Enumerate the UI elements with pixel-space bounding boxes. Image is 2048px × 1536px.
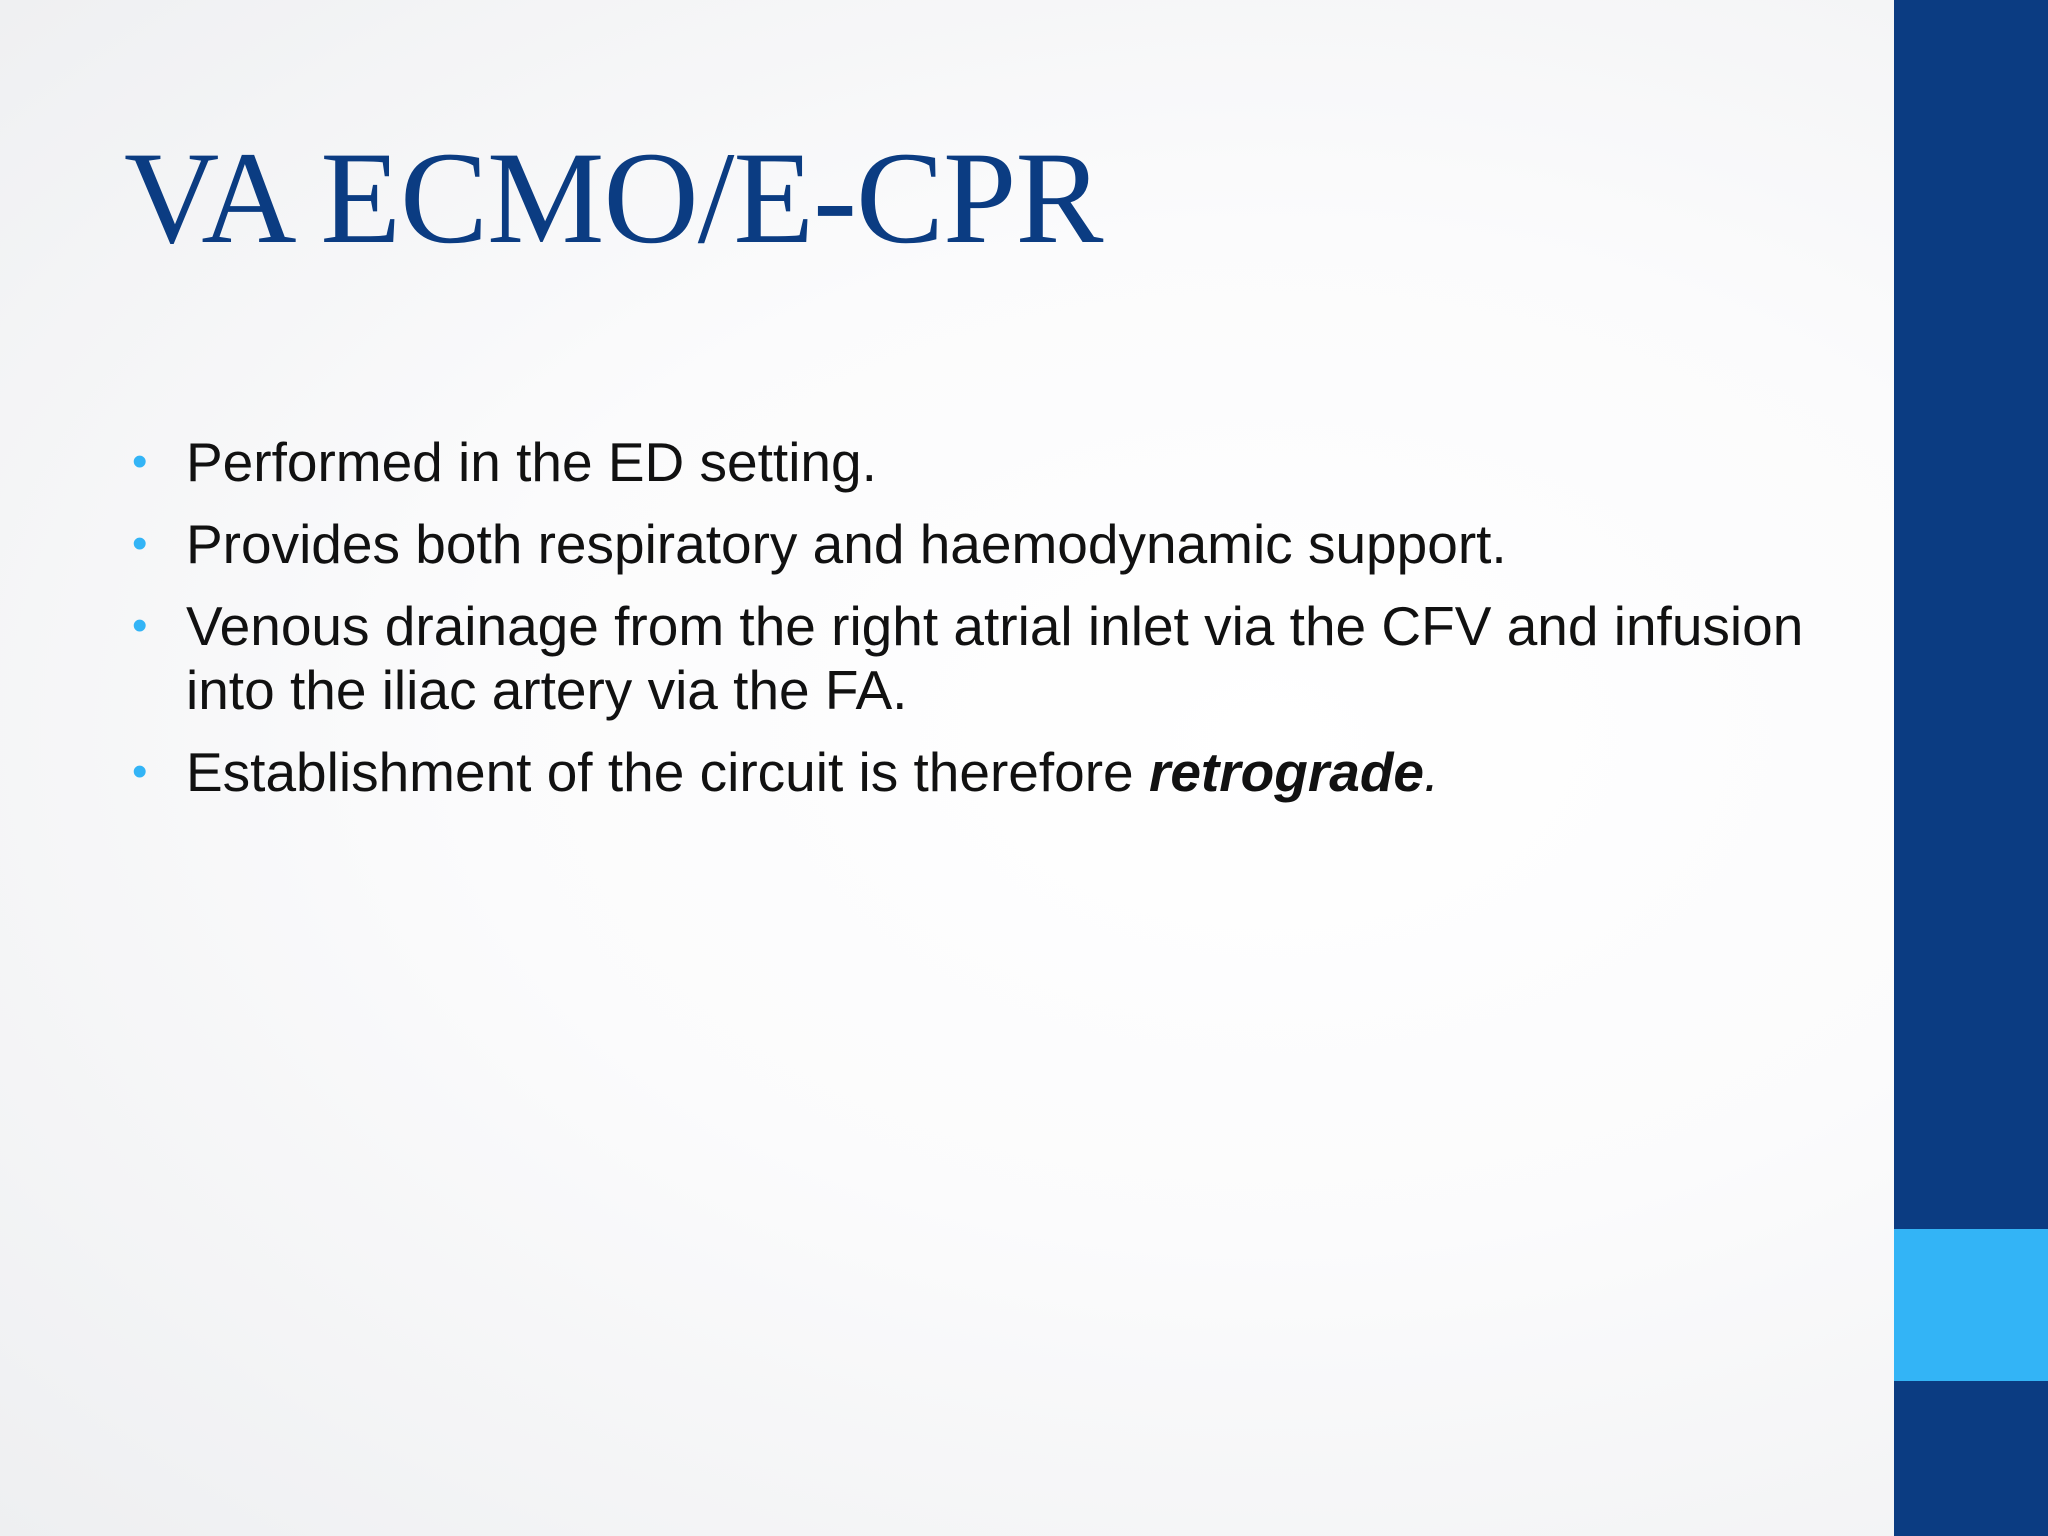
bullet-dot-icon: • (132, 601, 148, 650)
bullet-dot-icon: • (132, 747, 148, 796)
bullet-emphasis: retrograde (1148, 741, 1425, 803)
bullet-item (132, 512, 1892, 576)
bullet-item (132, 594, 1892, 722)
bullet-item (132, 740, 1892, 804)
bullet-item (132, 430, 1892, 494)
bullet-text: Performed in the ED setting. (186, 431, 877, 493)
bullet-text: Establishment of the circuit is therefore (186, 741, 1149, 803)
bullet-text: Provides both respiratory and haemodynamic support. (186, 513, 1507, 575)
slide-title: VA ECMO/E-CPR (124, 124, 1103, 271)
sidebar-accent-block (1894, 1229, 2048, 1381)
bullet-dot-icon: • (132, 437, 148, 486)
bullet-dot-icon: • (132, 519, 148, 568)
bullet-list (132, 430, 1892, 822)
bullet-text: Venous drainage from the right atrial inlet via the CFV and infusion into the iliac artery via the FA. (186, 595, 1804, 721)
bullet-text-tail: . (1424, 741, 1440, 803)
